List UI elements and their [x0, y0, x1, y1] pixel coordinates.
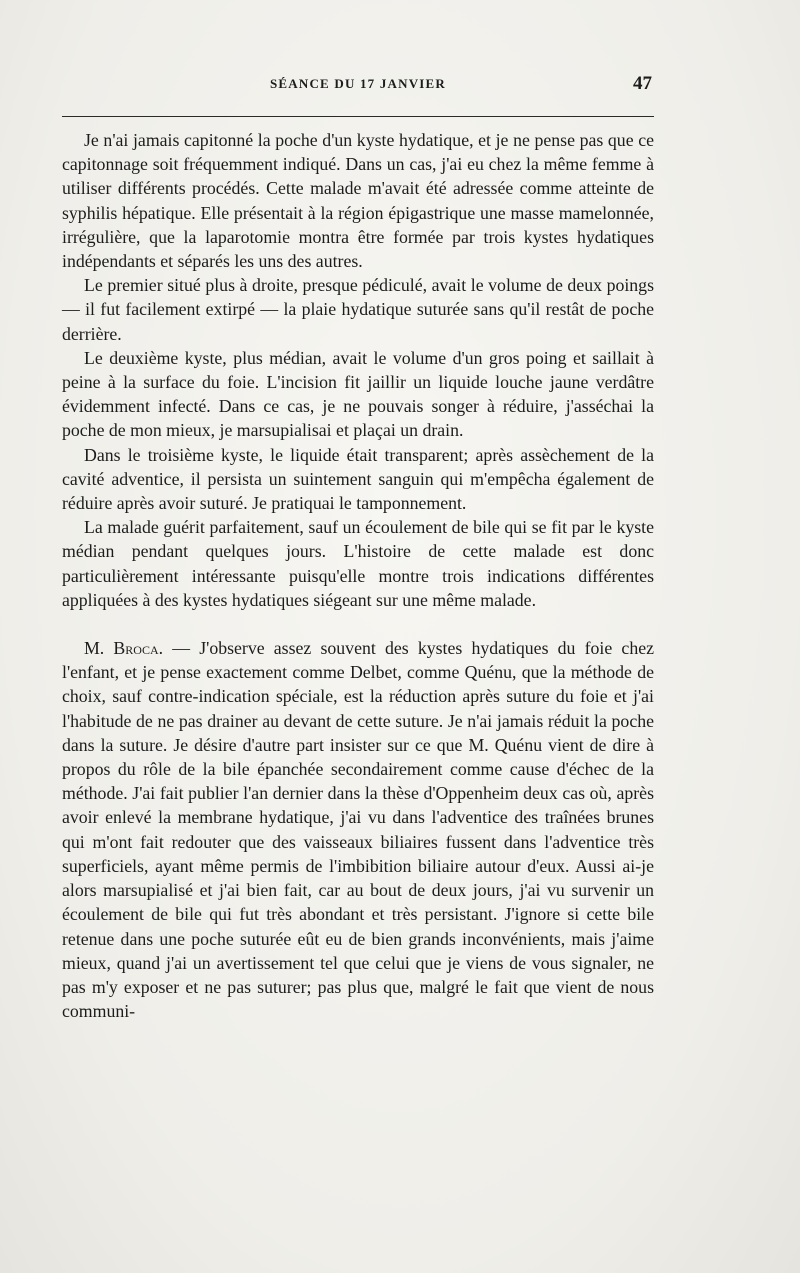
body-text: [62, 128, 654, 1023]
page-header: [62, 73, 654, 100]
speaker-name: M. Broca.: [84, 638, 164, 659]
broca-text: — J'observe assez souvent des kystes hydatiques du foie chez l'enfant, et je pense exactement comme Delbet, comme Quénu, que la méthode de choix, sauf contre-indication spéciale, est la réduction après suture du foie et j'ai l'habitude de ne pas drainer au devant de cette suture. Je n'ai jamais réduit la poche dans la suture. Je désire d'autre part insister sur ce que M. Quénu vient de dire à propos du rôle de la bile épanchée secondairement comme cause d'échec de la méthode. J'ai fait publier l'an dernier dans la thèse d'Oppenheim deux cas où, après avoir enlevé la membrane hydatique, j'ai vu dans l'adventice des traînées brunes qui m'ont fait redouter que des vaisseaux biliaires fussent dans l'adventice très superficiels, ayant même permis de l'imbibition biliaire autour d'eux. Aussi ai-je alors marsupialisé et j'ai bien fait, car au bout de deux jours, j'ai vu survenir un écoulement de bile qui fut très abondant et très persistant. J'ignore si cette bile retenue dans une poche suturée eût eu de bien grands inconvénients, mais j'aime mieux, quand j'ai un avertissement tel que celui que je viens de vous signaler, ne pas m'y exposer et ne pas suturer; pas plus que, malgré le fait que vient de nous communi-: [62, 638, 654, 1022]
header-rule: [62, 116, 654, 117]
paragraph: Je n'ai jamais capitonné la poche d'un kyste hydatique, et je ne pense pas que ce capitonnage soit fréquemment indiqué. Dans un cas, j'ai eu chez la même femme à utiliser différents procédés. Cette malade m'avait été adressée comme atteinte de syphilis hépatique. Elle présentait à la région épigastrique une masse mamelonnée, irrégulière, que la laparotomie montra être formée par trois kystes hydatiques indépendants et séparés les uns des autres.: [62, 130, 654, 272]
paragraph: Le premier situé plus à droite, presque pédiculé, avait le volume de deux poings — il fut facilement extirpé — la plaie hydatique suturée sans qu'il restât de poche derrière.: [62, 275, 654, 344]
page-number: 47: [633, 73, 652, 94]
broca-paragraph: [62, 636, 654, 1023]
running-head: SÉANCE DU 17 JANVIER: [269, 76, 447, 91]
paragraph: Le deuxième kyste, plus médian, avait le volume d'un gros poing et saillait à peine à la surface du foie. L'incision fit jaillir un liquide louche jaune verdâtre évidemment infecté. Dans ce cas, je ne pouvais songer à réduire, j'asséchai la poche de mon mieux, je marsupialisai et plaçai un drain.: [62, 347, 654, 441]
paragraph: Dans le troisième kyste, le liquide était transparent; après assèchement de la cavité adventice, il persista un suintement sanguin qui m'empêcha également de réduire après avoir suturé. Je pratiquai le tamponnement.: [62, 444, 654, 514]
paragraph: La malade guérit parfaitement, sauf un écoulement de bile qui se fit par le kyste médian pendant quelques jours. L'histoire de cette malade est donc particulièrement intéressante puisqu'elle montre trois indications différentes appliquées à des kystes hydatiques siégeant sur une même malade.: [62, 517, 654, 610]
